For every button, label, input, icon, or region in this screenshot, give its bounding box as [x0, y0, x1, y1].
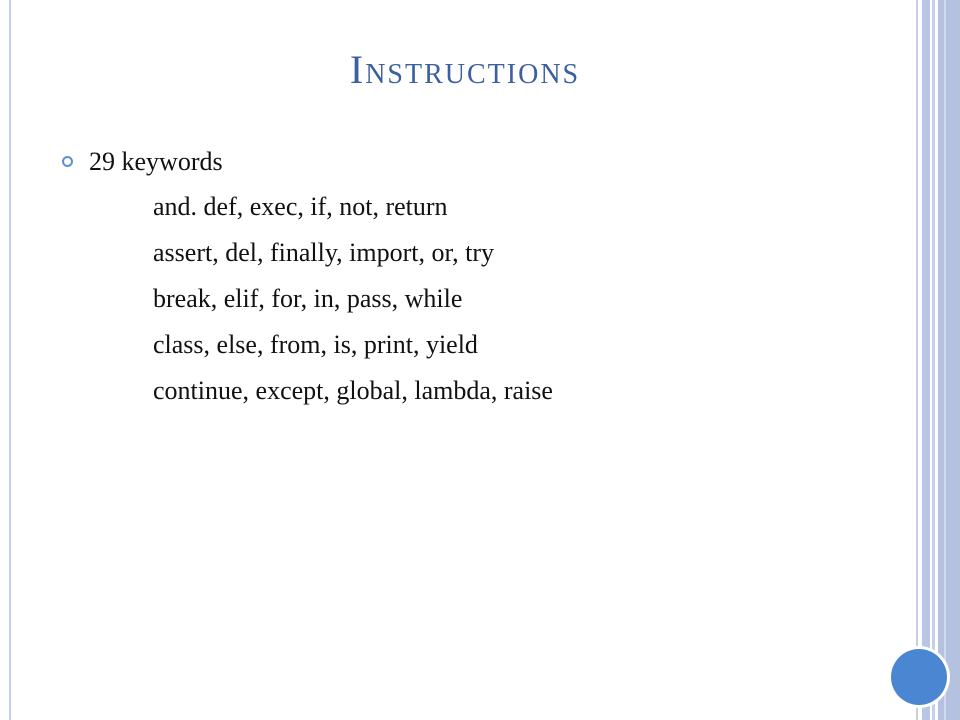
slide-title [0, 46, 930, 93]
stripe [922, 0, 930, 720]
stripe [944, 0, 946, 720]
keyword-line: assert, del, finally, import, or, try [153, 238, 494, 267]
keyword-line: continue, except, global, lambda, raise [153, 376, 553, 405]
bullet-item [60, 140, 880, 184]
decorative-circle-icon [891, 649, 947, 705]
keyword-line: break, elif, for, in, pass, while [153, 284, 463, 313]
bullet-text: 29 keywords [89, 147, 223, 176]
stripe [932, 0, 935, 720]
stripe [916, 0, 918, 720]
ring-bullet-icon [62, 156, 73, 167]
keyword-line: class, else, from, is, print, yield [153, 330, 478, 359]
left-border-line [9, 0, 11, 720]
slide-body [60, 140, 880, 414]
right-decorative-stripes [916, 0, 960, 720]
stripe [938, 0, 960, 720]
title-text: Instructions [349, 47, 581, 92]
keyword-line: and. def, exec, if, not, return [153, 192, 448, 221]
